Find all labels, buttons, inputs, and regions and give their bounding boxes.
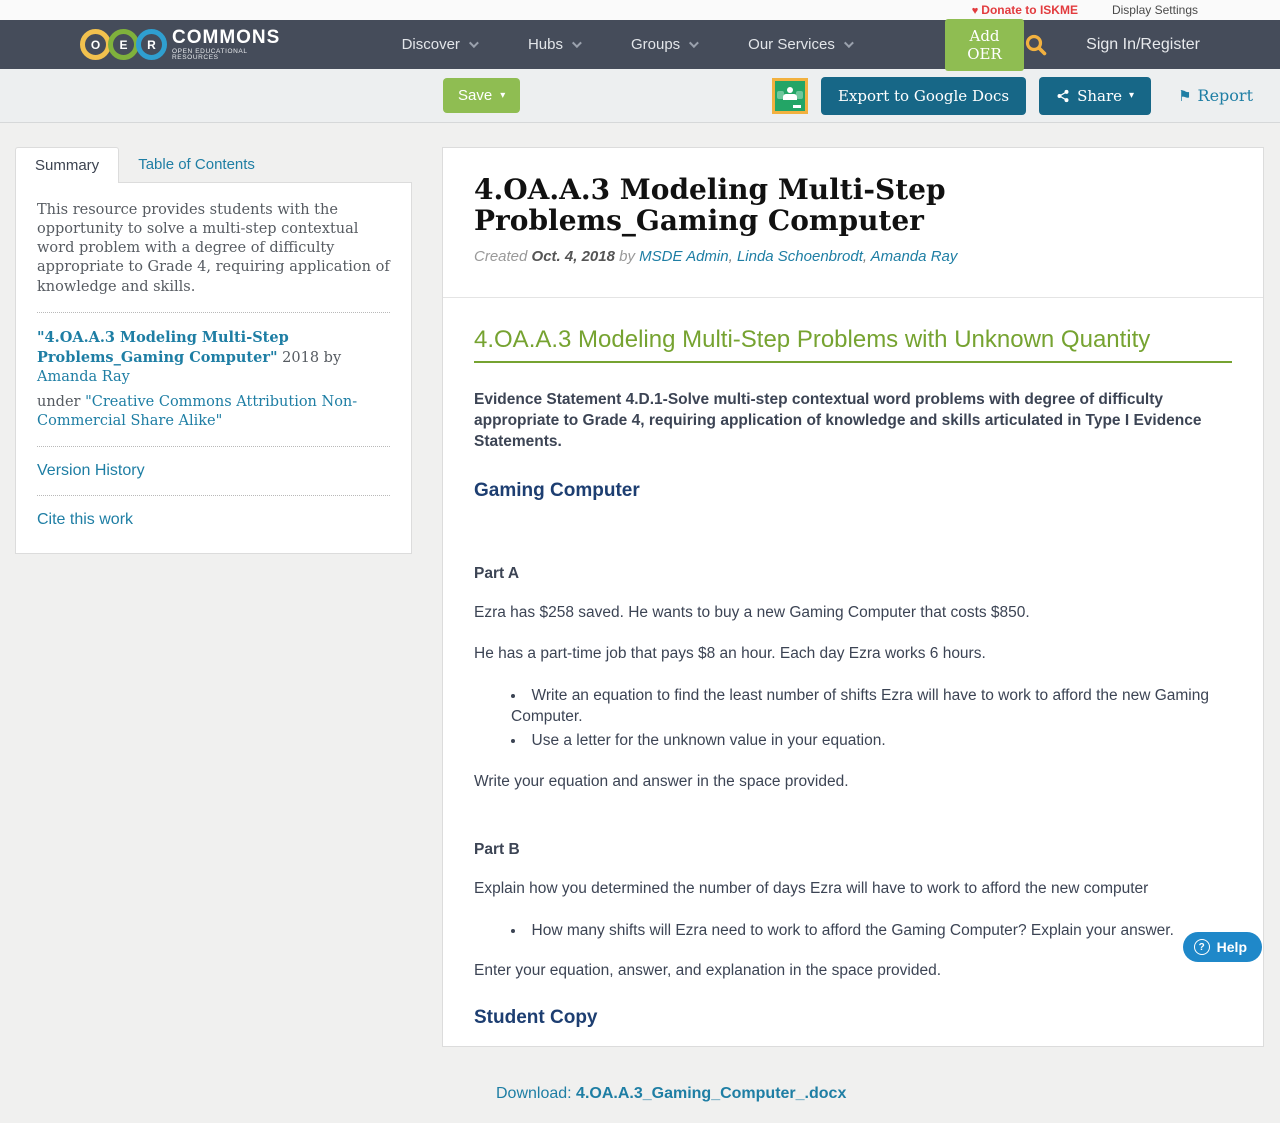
page-title: 4.OA.A.3 Modeling Multi-Step Problems_Gaming Computer [474,173,946,238]
resource-main-card [442,147,1264,1103]
main-navbar [0,20,1280,69]
classroom-figure-head [787,87,793,93]
created-label: Created [474,247,532,265]
top-utility-bar [0,0,1280,20]
gaming-computer-heading: Gaming Computer [474,479,640,501]
download-row [474,1085,1232,1103]
part-a-paragraph-3: Write your equation and answer in the space provided. [474,772,849,790]
classroom-figure-body [783,94,797,100]
logo-letter-e: E [108,29,139,60]
comma: , [728,247,737,265]
chevron-down-icon [844,38,854,48]
student-copy-heading: Student Copy [474,1007,598,1029]
nav-item-label: Discover [401,36,460,53]
under-label: under [37,394,86,410]
author-link[interactable]: Amanda Ray [870,247,958,265]
byline [474,248,1232,265]
bullet-item: • Write an equation to find the least number of shifts Ezra will have to work to afford the new Gaming Computer. [511,685,1232,728]
help-button[interactable] [1183,932,1262,962]
donate-link[interactable] [972,3,1078,17]
nav-item-label: Our Services [748,36,835,53]
classroom-figure-right [796,91,803,99]
resource-description: This resource provides students with the opportunity to solve a multi-step contextual word problem with a degree of difficulty appropriate to Grade 4, requiring application of knowledge and skills. [37,202,390,295]
nav-item-discover[interactable] [402,36,476,53]
summary-sidebar [15,147,412,554]
nav-item-groups[interactable] [631,36,696,53]
comma: , [862,247,871,265]
tab-summary[interactable]: Summary [15,147,119,183]
nav-item-label: Hubs [527,36,563,53]
part-b-label: Part B [474,840,520,858]
oer-commons-logo[interactable] [80,28,290,62]
evidence-statement: Evidence Statement 4.D.1-Solve multi-step contextual word problems with degree of difficulty appropriate to Grade 4, requiring application of knowledge and skills articulated in Type I Evidence Statements. [474,390,1202,451]
divider [37,495,390,496]
content-heading: 4.OA.A.3 Modeling Multi-Step Problems with Unknown Quantity [474,326,1232,363]
google-classroom-board [775,81,805,111]
export-google-docs-button[interactable]: Export to Google Docs [821,77,1026,115]
tab-table-of-contents[interactable]: Table of Contents [138,156,255,173]
resource-body [443,298,1263,1123]
save-label: Save [458,87,493,104]
logo-subtitle: OPEN EDUCATIONAL RESOURCES [172,47,248,61]
nav-menu [402,19,1025,71]
chevron-down-icon [572,38,582,48]
license-link[interactable]: "Creative Commons Attribution Non-Commercial Share Alike" [37,394,358,430]
question-mark-icon: ? [1194,939,1210,955]
nav-item-our-services[interactable] [748,36,851,53]
report-link[interactable] [1178,86,1253,105]
logo-letter-o: O [80,29,111,60]
share-label: Share [1077,86,1123,105]
share-button[interactable] [1039,77,1151,115]
version-history-link[interactable]: Version History [37,462,145,480]
search-icon[interactable] [1024,33,1048,57]
part-b-paragraph-2: Enter your equation, answer, and explanation in the space provided. [474,962,942,980]
license-under [37,393,390,431]
part-b-paragraph-1: Explain how you determined the number of days Ezra will have to work to afford the new computer [474,879,1149,897]
license-attribution [37,328,390,432]
logo-letter-r: R [136,29,167,60]
sign-in-register-link[interactable]: Sign In/Register [1086,35,1200,53]
resource-header [443,148,1263,298]
flag-icon: ⚑ [1178,86,1192,105]
license-year-by: 2018 by [277,349,342,366]
bullet-item: • Use a letter for the unknown value in your equation. [511,730,1232,752]
part-a-paragraph-1: Ezra has $258 saved. He wants to buy a new Gaming Computer that costs $850. [474,603,1030,621]
caret-down-icon: ▾ [500,89,506,101]
cite-this-work-link[interactable]: Cite this work [37,511,134,529]
download-file-link[interactable]: 4.OA.A.3_Gaming_Computer_.docx [576,1085,847,1103]
nav-item-label: Groups [630,36,681,53]
caret-down-icon: ▾ [1129,89,1135,101]
author-link[interactable]: Linda Schoenbrodt [736,247,863,265]
by-label: by [614,247,640,265]
part-a-paragraph-2: He has a part-time job that pays $8 an hour. Each day Ezra works 6 hours. [474,644,986,662]
author-link[interactable]: MSDE Admin [639,247,729,265]
sidebar-tabs [15,147,412,183]
google-classroom-icon[interactable] [772,78,808,114]
display-settings-link[interactable]: Display Settings [1111,3,1198,17]
created-date: Oct. 4, 2018 [531,247,615,265]
divider [37,312,390,313]
donate-label: Donate to ISKME [981,3,1078,17]
download-label: Download: [496,1085,577,1103]
chevron-down-icon [689,38,699,48]
part-b-bullet-list [511,920,1232,942]
sidebar-card [15,182,412,554]
add-oer-button[interactable]: Add OER [945,19,1024,71]
bullet-item: • How many shifts will Ezra need to work to afford the Gaming Computer? Explain your answer. [511,920,1232,942]
heart-icon: ♥ [971,5,979,17]
nav-right [1024,33,1200,57]
part-a-bullet-list [511,685,1232,752]
part-a-label: Part A [474,564,520,582]
toolbar-right-group [772,77,1253,115]
divider [37,446,390,447]
report-label: Report [1197,86,1253,105]
nav-item-hubs[interactable] [528,36,579,53]
author-link[interactable]: Amanda Ray [37,368,130,385]
logo-circles [80,29,164,60]
logo-text [172,28,290,62]
chevron-down-icon [469,38,479,48]
help-label: Help [1216,939,1247,955]
logo-title: COMMONS [172,26,281,48]
save-button[interactable] [443,78,520,113]
share-icon [1056,89,1070,103]
resource-toolbar [0,69,1280,123]
classroom-strip [793,105,801,108]
work-title-link[interactable]: "4.OA.A.3 Modeling Multi-Step Problems_Gaming Computer" [37,328,289,366]
